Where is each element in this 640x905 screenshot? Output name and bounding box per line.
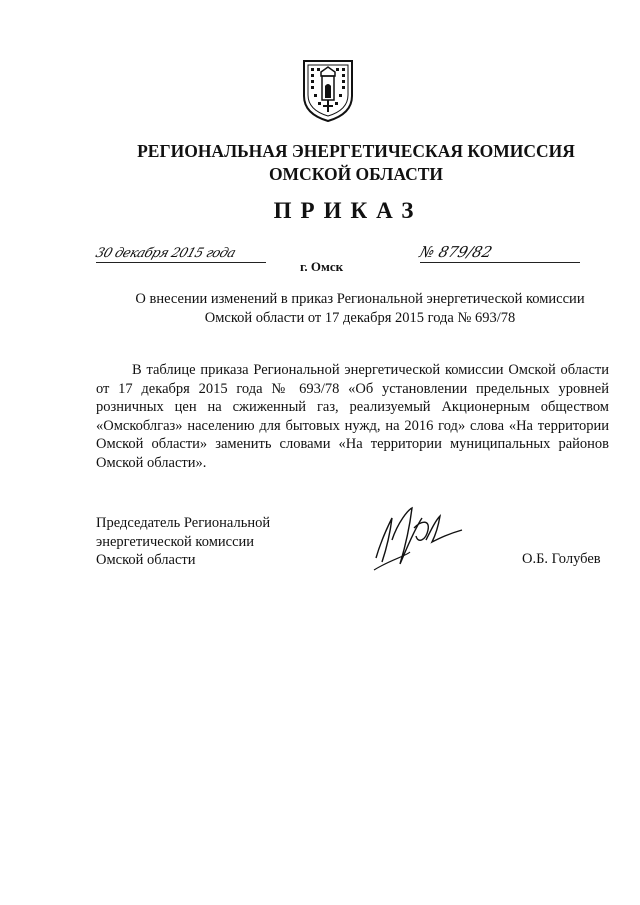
handwritten-signature [370, 500, 470, 575]
city-label: г. Омск [300, 259, 344, 274]
signer-name: О.Б. Голубев [522, 551, 601, 567]
org-title-line1: РЕГИОНАЛЬНАЯ ЭНЕРГЕТИЧЕСКАЯ КОМИССИЯ [137, 141, 575, 161]
date-field [93, 242, 266, 263]
org-title-line2: ОМСКОЙ ОБЛАСТИ [268, 164, 444, 184]
subject-line1: О внесении изменений в приказ Региональной энергетической комиссии [135, 291, 585, 307]
signer-position-line3: Омской области [96, 552, 196, 568]
document-type-heading: ПРИКАЗ [273, 198, 423, 223]
order-body-paragraph: В таблице приказа Региональной энергетической комиссии Омской области от 17 декабря 2015 года № 693/78 «Об установлении предельных уровней розничных цен на сжиженный газ, реализуемый Акционерным обществом «Омскоблгаз» населению для бытовых нужд, на 2016 год» слова «На территории Омской области» заменить словами «На территории муниципальных районов Омской области». [96, 362, 609, 471]
order-subject [80, 290, 640, 328]
organization-title [0, 140, 640, 186]
signer-position-line1: Председатель Региональной [96, 515, 271, 531]
order-number-field [417, 242, 580, 263]
handwritten-order-number: № 879/82 [417, 243, 495, 261]
signer-position [96, 514, 270, 570]
handwritten-date: 30 декабря 2015 года [93, 246, 238, 261]
omsk-coat-of-arms-icon [301, 58, 355, 124]
signer-position-line2: энергетической комиссии [96, 533, 255, 550]
subject-line2: Омской области от 17 декабря 2015 года № 693/78 [204, 310, 516, 326]
